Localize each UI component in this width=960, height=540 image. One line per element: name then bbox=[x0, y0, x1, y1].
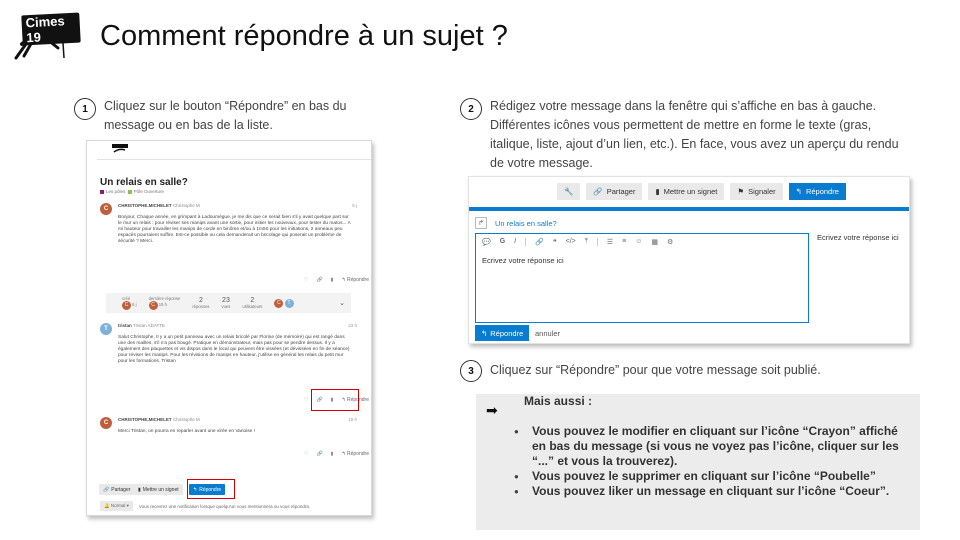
bullet-list-icon[interactable]: ☰ bbox=[606, 239, 614, 246]
reply-arrow-icon: ↰ bbox=[481, 328, 488, 338]
highlight-reply-box bbox=[187, 479, 235, 499]
numbered-list-icon[interactable]: ≡ bbox=[622, 238, 627, 245]
preview-pane: Ecrivez votre réponse ici bbox=[817, 233, 899, 242]
category-label[interactable]: Les pôles bbox=[106, 189, 126, 194]
reply-to-row bbox=[475, 217, 557, 229]
post-author[interactable]: CHRISTOPHE.MICHELET Christophe M bbox=[118, 417, 200, 422]
emoji-icon[interactable]: ☺ bbox=[635, 238, 643, 245]
bookmark-icon[interactable]: ▮ bbox=[330, 397, 334, 403]
cancel-link[interactable]: annuler bbox=[535, 329, 561, 338]
climber-logo bbox=[12, 14, 80, 62]
bookmark-button[interactable]: ▮ Mettre un signet bbox=[134, 484, 183, 495]
topic-toolbar bbox=[557, 183, 846, 200]
gear-icon[interactable]: ⚙ bbox=[667, 239, 674, 246]
upload-icon[interactable]: ⤒ bbox=[584, 238, 588, 245]
link-icon[interactable]: 🔗 bbox=[316, 397, 323, 403]
post bbox=[100, 417, 357, 447]
post-body: Salut Christophe, Il y a un petit panneau avec un relais bricolé par Florine (de mémoire) qui est rangé dans une des mailles, s'il n'a pas bougé. Pratique en démonstrateur, mais pas pour se pendre dessus. Il y a également des plaquettes et vis dispos dans le local qui peuvent être vissées (et dévissées en fin de séance) pour réviser les manips. Pour les révisions de manips en hauteur, j'utilise en général les relais du petit mur pour les formations. Tristan bbox=[118, 335, 350, 364]
topic-title[interactable]: Un relais en salle? bbox=[100, 177, 188, 188]
quote-icon[interactable]: ❝ bbox=[552, 239, 557, 246]
share-button[interactable]: 🔗 Partager bbox=[99, 484, 134, 495]
page-title: Comment répondre à un sujet ? bbox=[100, 20, 508, 52]
italic-icon[interactable]: I bbox=[514, 238, 517, 245]
mini-logo-icon bbox=[111, 144, 129, 154]
highlight-reply-box bbox=[311, 389, 359, 411]
tip-item: ● Vous pouvez le modifier en cliquant sur l’icône “Crayon” affiché en bas du message (si vous ne voyez pas l’icône, cliquer sur les “...” et vous la trouverez). bbox=[514, 424, 904, 469]
right-arrow-icon: ➡ bbox=[486, 402, 498, 418]
bold-icon[interactable]: G bbox=[499, 238, 506, 245]
bookmark-icon: ▮ bbox=[138, 486, 141, 493]
stat-replies: 2 réponses bbox=[192, 297, 210, 309]
link-icon[interactable]: 🔗 bbox=[316, 451, 323, 457]
composer-screenshot bbox=[468, 176, 910, 344]
tips-box bbox=[476, 394, 920, 530]
avatar[interactable]: C bbox=[100, 417, 112, 429]
wrench-button[interactable] bbox=[557, 183, 580, 200]
topic-categories bbox=[100, 189, 164, 194]
reply-link[interactable]: ↰ Répondre bbox=[341, 451, 369, 457]
avatar[interactable]: C bbox=[100, 203, 112, 215]
like-heart-icon[interactable]: ♡ bbox=[303, 451, 309, 457]
step-2-text: Rédigez votre message dans la fenêtre qui s’affiche en bas à gauche. Différentes icônes vous permettent de mettre en forme le texte (gras, italique, liste, ajout d’un lien, etc.). En face, vous avez un aperçu du rendu de votre message. bbox=[490, 99, 899, 170]
category-label[interactable]: Pôle Ouverture bbox=[133, 189, 165, 194]
reply-arrow-icon: ↰ bbox=[193, 486, 198, 493]
reply-topic-link[interactable]: Un relais en salle? bbox=[495, 218, 557, 228]
composer-editor[interactable] bbox=[475, 233, 809, 323]
wrench-icon: 🔧 bbox=[564, 187, 574, 196]
speech-bubble-icon[interactable]: 💬 bbox=[482, 239, 491, 246]
link-icon[interactable]: 🔗 bbox=[535, 239, 544, 246]
step-2-number: 2 bbox=[460, 98, 482, 120]
logo-text: Cimes 19 bbox=[21, 13, 80, 46]
topic-stats bbox=[106, 293, 351, 313]
reply-button[interactable]: ↰ Répondre bbox=[189, 484, 225, 495]
code-icon[interactable]: </> bbox=[565, 238, 576, 245]
bookmark-icon[interactable]: ▮ bbox=[330, 451, 334, 457]
editor-toolbar bbox=[482, 238, 673, 246]
tip-item: ● Vous pouvez liker un message en cliquant sur l’icône “Coeur”. bbox=[514, 484, 904, 499]
reply-link[interactable]: ↰ Répondre bbox=[341, 277, 369, 283]
link-icon: 🔗 bbox=[593, 187, 603, 196]
step-3-number: 3 bbox=[460, 360, 482, 382]
post-author[interactable]: CHRISTOPHE.MICHELET Christophe M bbox=[118, 203, 200, 208]
post-time[interactable]: 23 h bbox=[348, 323, 357, 328]
post-actions bbox=[304, 277, 369, 283]
step-3-text: Cliquez sur “Répondre” pour que votre message soit publié. bbox=[490, 363, 821, 377]
bookmark-icon: ▮ bbox=[655, 187, 660, 196]
notification-text: Vous recevrez une notification lorsque quelqu'un vous mentionnera ou vous répondra. bbox=[138, 503, 311, 509]
reply-arrow-icon: ↰ bbox=[795, 187, 802, 196]
like-heart-icon[interactable]: ♡ bbox=[303, 397, 309, 403]
post-time[interactable]: 19 h bbox=[348, 417, 357, 422]
share-button[interactable]: 🔗 Partager bbox=[586, 183, 642, 200]
tip-item: ● Vous pouvez le supprimer en cliquant sur l’icône “Poubelle” bbox=[514, 469, 904, 484]
tips-heading: Mais aussi : bbox=[524, 394, 593, 408]
stat-views: 23 vues bbox=[221, 297, 231, 309]
participant-avatars[interactable]: C T bbox=[274, 299, 293, 308]
link-icon: 🔗 bbox=[103, 486, 110, 493]
flag-button[interactable]: ⚑ Signaler bbox=[730, 183, 782, 200]
reply-textarea[interactable]: Ecrivez votre réponse ici bbox=[482, 256, 564, 265]
reply-button[interactable]: ↰ Répondre bbox=[789, 183, 846, 200]
calendar-icon[interactable]: ▦ bbox=[651, 239, 659, 246]
submit-reply-button[interactable]: ↰ Répondre bbox=[475, 325, 529, 341]
post bbox=[100, 323, 357, 399]
tips-list bbox=[514, 424, 904, 499]
post-time[interactable]: 5 j bbox=[352, 203, 357, 208]
reply-link[interactable]: ↰ Répondre bbox=[341, 397, 369, 403]
avatar[interactable]: T bbox=[100, 323, 112, 335]
post-author[interactable]: tristan Tristan ADATTE bbox=[118, 323, 166, 328]
reply-action-icon[interactable]: ↱ bbox=[475, 217, 487, 229]
forum-topic-screenshot bbox=[86, 140, 372, 516]
category-square-icon bbox=[128, 190, 132, 194]
link-icon[interactable]: 🔗 bbox=[316, 277, 323, 283]
step-1-number: 1 bbox=[74, 98, 96, 120]
stat-users: 2 utilisateurs bbox=[242, 297, 263, 309]
bookmark-icon[interactable]: ▮ bbox=[330, 277, 334, 283]
bookmark-button[interactable]: ▮ Mettre un signet bbox=[648, 183, 724, 200]
step-1-text: Cliquez sur le bouton “Répondre” en bas du message ou en bas de la liste. bbox=[104, 99, 347, 132]
notification-level-select[interactable]: 🔔 Normal ▾ bbox=[100, 501, 133, 511]
post-body: Bonjour, Chaque année, en grimpant à Ladoumègue, je me dis que ce serait bien s'il y avait quelque part sur le mur un relais : pour réviser ses manips avant une sortie, pour initier les nouveaux, pour tester du matos... A mi hauteur pour travailler les manips de corde en binôme et/ou à 1m50 pour les initiations, 2 anneaux peu espacés pourraient suffire. Est-ce possible ou cela demanderait un bricolage qui poserait un problème de sécurité ? Merci. bbox=[118, 215, 351, 244]
post-body: Merci Tristan, on pourra en reparler avant une virée en Vanoise ! bbox=[118, 429, 255, 434]
stat-last-reply: dernière réponse C 19 h bbox=[148, 296, 181, 308]
like-heart-icon[interactable]: ♡ bbox=[303, 277, 309, 283]
flag-icon: ⚑ bbox=[737, 187, 745, 196]
post-actions bbox=[304, 451, 369, 457]
composer-grip-bar[interactable] bbox=[469, 207, 909, 211]
notification-footer bbox=[100, 501, 310, 511]
stat-created: créé C 5 j bbox=[122, 296, 137, 308]
category-square-icon bbox=[100, 190, 104, 194]
expand-chevron-icon[interactable]: ⌄ bbox=[339, 300, 345, 307]
